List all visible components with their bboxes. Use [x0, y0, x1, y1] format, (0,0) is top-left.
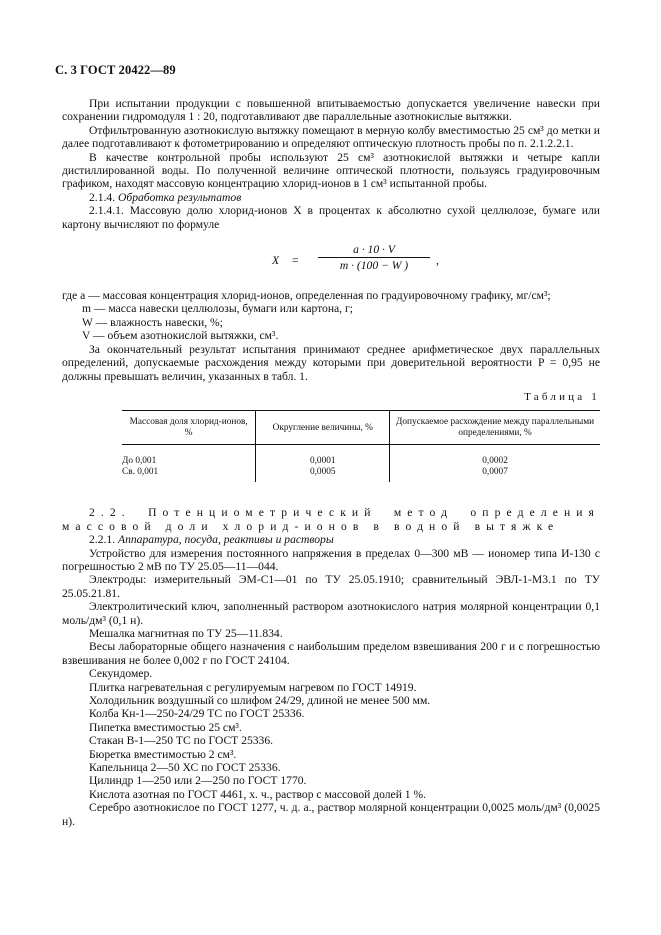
list-item: Цилиндр 1—250 или 2—250 по ГОСТ 1770.: [89, 774, 307, 788]
table-row: [122, 445, 600, 468]
table-header: Массовая доля хлорид-ионов, %: [122, 411, 256, 445]
formula-lhs: X: [272, 254, 280, 268]
list-item: Устройство для измерения постоянного напряжения в пределах 0—300 мВ — иономер типа И-130 с погрешностью 2 мВ по ТУ 25.05—11—044.: [62, 546, 600, 573]
list-item: Колба Кн-1—250-24/29 ТС по ГОСТ 25336.: [89, 707, 305, 721]
section-title: Обработка результатов: [118, 190, 242, 204]
section-title: Аппаратура, посуда, реактивы и растворы: [118, 533, 334, 547]
table-cell: Св. 0,001: [122, 467, 159, 478]
section-heading-2-1-4: [62, 191, 600, 204]
paragraph: За окончательный результат испытания принимают среднее арифметическое двух параллельных определений, допускаемые расхождения между которыми при доверительной вероятности P = 0,95 не должны превышать величин, указанных в табл. 1.: [62, 342, 600, 383]
list-item: Секундомер.: [89, 667, 153, 681]
formula-equals: =: [292, 254, 299, 268]
definition-w: W — влажность навески, %;: [82, 315, 223, 329]
list-item: Плитка нагревательная с регулируемым нагревом по ГОСТ 14919.: [89, 680, 417, 694]
list-item: Серебро азотнокислое по ГОСТ 1277, ч. д. а., раствор молярной концентрации 0,0025 моль/дм³ (0,0025 н).: [62, 801, 600, 828]
list-item: Холодильник воздушный со шлифом 24/29, длиной не менее 500 мм.: [89, 694, 431, 707]
table-header: Допускаемое расхождение между параллельными определениями, %: [390, 411, 600, 445]
table-caption: Таблица 1: [524, 390, 600, 403]
table-cell: 0,0007: [390, 467, 600, 482]
paragraph: При испытании продукции с повышенной впитываемостью допускается увеличение навески при сохранении гидромодуля 1 : 20, подготавливают две параллельные азотнокислые вытяжки.: [62, 97, 600, 124]
table-header: Округление величины, %: [256, 411, 390, 445]
equipment-list: [62, 547, 600, 829]
formula-comma: ,: [436, 254, 439, 268]
paragraph: 2.1.4.1. Массовую долю хлорид-ионов X в процентах к абсолютно сухой целлюлозе, бумаге или картону вычисляют по формуле: [62, 204, 600, 231]
spacer: [62, 482, 600, 506]
definition-v: V — объем азотнокислой вытяжки, см³.: [82, 329, 279, 343]
fraction-bar: [318, 257, 430, 258]
document-body: [62, 97, 600, 828]
section-heading-2-2-1: [62, 533, 600, 546]
list-item: Бюретка вместимостью 2 см³.: [89, 747, 237, 761]
formula-denominator: m · (100 − W ): [339, 259, 409, 273]
list-item: Капельница 2—50 ХС по ГОСТ 25336.: [89, 761, 281, 775]
table-1: [122, 410, 600, 482]
table-cell: До 0,001: [122, 456, 157, 467]
list-item: Стакан В-1—250 ТС по ГОСТ 25336.: [89, 734, 274, 748]
formula-numerator: a · 10 · V: [353, 243, 395, 257]
definitions: [62, 289, 600, 343]
formula: [62, 243, 600, 283]
definition-m: m — масса навески целлюлозы, бумаги или картона, г;: [82, 302, 353, 316]
list-item: Электроды: измерительный ЭМ-С1—01 по ТУ 25.05.1910; сравнительный ЭВЛ-1-М3.1 по ТУ 25.05.21.81.: [62, 573, 600, 600]
definition-a: где a — массовая концентрация хлорид-ионов, определенная по градуировочному графику, мг/см³;: [62, 289, 551, 303]
table-row: [122, 467, 600, 482]
list-item: Электролитический ключ, заполненный раствором азотнокислого натрия молярной концентрации 0,1 моль/дм³ (0,1 н).: [62, 600, 600, 627]
page-header: С. 3 ГОСТ 20422—89: [55, 63, 176, 77]
list-item: Пипетка вместимостью 25 см³.: [89, 720, 242, 734]
paragraph: В качестве контрольной пробы используют 25 см³ азотнокислой вытяжки и четыре капли дистиллированной воды. По полученной величине оптической плотности, пользуясь градуировочным графиком, находят массовую концентрацию хлорид-ионов в 1 см³ испытанной пробы.: [62, 150, 600, 191]
section-number: 2.1.4.: [89, 190, 116, 204]
section-heading-2-2: 2.2. Потенциометрический метод определения массовой доли хлорид-ионов в водной вытяжке: [62, 506, 600, 533]
table-cell: 0,0002: [390, 445, 600, 468]
paragraph: Отфильтрованную азотнокислую вытяжку помещают в мерную колбу вместимостью 25 см³ до метки и далее подготавливают к фотометрированию и определяют оптическую плотность пробы по п. 2.1.2.2.1.: [62, 123, 600, 151]
list-item: Мешалка магнитная по ТУ 25—11.834.: [89, 626, 283, 640]
list-item: Кислота азотная по ГОСТ 4461, х. ч., раствор с массовой долей 1 %.: [89, 787, 427, 801]
table-cell: 0,0001: [256, 445, 390, 468]
section-number: 2.2.1.: [89, 533, 116, 547]
table-cell: 0,0005: [256, 467, 390, 482]
list-item: Весы лабораторные общего назначения с наибольшим пределом взвешивания 200 г и с погрешностью взвешивания не более 0,002 г по ГОСТ 24104.: [62, 640, 600, 667]
